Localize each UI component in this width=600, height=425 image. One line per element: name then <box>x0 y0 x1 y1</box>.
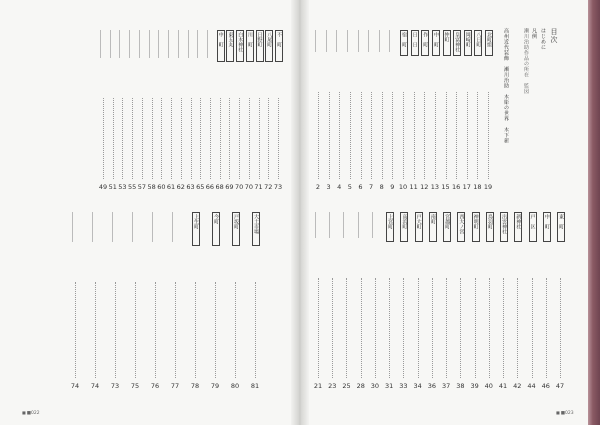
entry-line <box>188 30 189 58</box>
entry-line <box>197 30 198 58</box>
dot-leader <box>424 92 426 179</box>
dot-leader <box>532 278 534 378</box>
page-number: 6 <box>358 183 363 191</box>
entry-line <box>329 212 330 238</box>
entry-line <box>158 30 159 58</box>
page-number: 30 <box>370 382 380 390</box>
page-number: 34 <box>413 382 422 390</box>
page-number: 12 <box>420 183 429 191</box>
page-number: 62 <box>176 183 185 191</box>
dot-leader <box>346 278 348 378</box>
entry-title-box: 今町 <box>212 212 220 246</box>
dot-leader <box>477 92 479 179</box>
dot-leader <box>115 282 117 378</box>
entry-line <box>92 212 93 242</box>
page-number: 11 <box>409 183 418 191</box>
entry-title-box: 大土市場 <box>252 212 260 246</box>
page-number: 63 <box>186 183 195 191</box>
page-number: 79 <box>210 382 220 390</box>
dot-leader <box>392 92 394 179</box>
entry-title-box: 東五丸 <box>226 30 234 62</box>
dot-leader <box>191 98 193 179</box>
entry-line <box>112 212 113 242</box>
entry-title-box: 新神社 <box>514 212 522 242</box>
dot-leader <box>460 278 462 378</box>
page-number: 39 <box>470 382 479 390</box>
dot-leader <box>403 92 405 179</box>
author-line: 瀬川治助作品の所在 監図 <box>523 28 529 94</box>
entry-line <box>336 30 337 52</box>
page-number: 74 <box>90 382 100 390</box>
entry-title-box: 戸 区 <box>529 212 537 242</box>
dot-leader <box>467 92 469 179</box>
entry-title-box: 作 町 <box>421 30 429 56</box>
dot-leader <box>414 92 416 179</box>
entry-title-box: 中 町 <box>432 30 440 56</box>
dot-leader <box>229 98 231 179</box>
page-number: 7 <box>369 183 374 191</box>
page-number: 38 <box>456 382 465 390</box>
page-number: 10 <box>398 183 408 191</box>
page-number: 40 <box>484 382 493 390</box>
right-folio: ■ ■023 <box>556 410 574 416</box>
page-number: 61 <box>166 183 176 191</box>
book-spine <box>291 0 309 425</box>
dot-leader <box>132 98 134 179</box>
page-number: 73 <box>273 183 283 191</box>
dot-leader <box>446 92 448 179</box>
entry-line <box>347 30 348 52</box>
page-number: 70 <box>234 183 244 191</box>
entry-line <box>315 212 316 238</box>
dot-leader <box>155 282 157 378</box>
entry-line <box>315 30 316 52</box>
cover-edge <box>588 0 600 425</box>
entry-line <box>152 212 153 242</box>
dot-leader <box>171 98 173 179</box>
page-number: 33 <box>399 382 408 390</box>
page-number: 68 <box>215 183 224 191</box>
dot-leader <box>456 92 458 179</box>
dot-leader <box>371 92 373 179</box>
dot-leader <box>546 278 548 378</box>
dot-leader <box>255 282 257 378</box>
page-number: 53 <box>118 183 127 191</box>
entry-line <box>372 212 373 238</box>
entry-line <box>119 30 120 58</box>
page-number: 77 <box>170 382 180 390</box>
dot-leader <box>175 282 177 378</box>
dot-leader <box>361 278 363 378</box>
page-number: 76 <box>150 382 160 390</box>
dot-leader <box>389 278 391 378</box>
page-number: 36 <box>427 382 437 390</box>
page-number: 75 <box>130 382 140 390</box>
dot-leader <box>503 278 505 378</box>
dot-leader <box>142 98 144 179</box>
dot-leader <box>432 278 434 378</box>
dot-leader <box>210 98 212 179</box>
dot-leader <box>200 98 202 179</box>
page-number: 74 <box>70 382 80 390</box>
dot-leader <box>488 92 490 179</box>
page-number: 66 <box>205 183 215 191</box>
dot-leader <box>517 278 519 378</box>
page-number: 2 <box>315 183 321 191</box>
dot-leader <box>249 98 251 179</box>
dot-leader <box>318 92 320 179</box>
dot-leader <box>446 278 448 378</box>
page-number: 13 <box>430 183 440 191</box>
entry-title-box: 中 町 <box>217 30 225 62</box>
entry-line <box>368 30 369 52</box>
page-number: 60 <box>157 183 166 191</box>
entry-line <box>139 30 140 58</box>
dot-leader <box>152 98 154 179</box>
entry-line <box>207 30 208 58</box>
intro-entry: はじめに <box>540 28 546 50</box>
entry-line <box>100 30 101 58</box>
page-number: 57 <box>137 183 147 191</box>
entry-title-box: 八日町 <box>474 30 482 56</box>
entry-title-box: 中 町 <box>543 212 551 242</box>
entry-title-box: 八尾町 <box>265 30 273 62</box>
dot-leader <box>339 92 341 179</box>
page-number: 8 <box>379 183 384 191</box>
toc-heading: 目次 <box>550 28 558 44</box>
page-number: 70 <box>244 183 253 191</box>
page-number: 9 <box>390 183 395 191</box>
entry-title-box: 日野町 <box>256 30 264 62</box>
dot-leader <box>239 98 241 179</box>
page-number: 69 <box>225 183 234 191</box>
page-number: 19 <box>483 183 493 191</box>
dot-leader <box>161 98 163 179</box>
dot-leader <box>375 278 377 378</box>
dot-leader <box>489 278 491 378</box>
page-number: 81 <box>250 382 260 390</box>
entry-line <box>389 30 390 52</box>
page-number: 21 <box>313 382 323 390</box>
entry-line <box>72 212 73 242</box>
entry-line <box>326 30 327 52</box>
dot-leader <box>403 278 405 378</box>
dot-leader <box>235 282 237 378</box>
entry-line <box>168 30 169 58</box>
page-number: 73 <box>110 382 120 390</box>
entry-title-box: 宿 町 <box>400 30 408 56</box>
page-number: 17 <box>462 183 471 191</box>
dot-leader <box>95 282 97 378</box>
left-folio: ■ ■022 <box>22 410 40 416</box>
page-number: 80 <box>230 382 240 390</box>
page-number: 25 <box>342 382 351 390</box>
page-number: 23 <box>328 382 337 390</box>
entry-title-box: 日 日 <box>411 30 419 56</box>
page-number: 65 <box>196 183 205 191</box>
entry-line <box>358 212 359 238</box>
dot-leader <box>75 282 77 378</box>
entry-title-box: 岡崎町 <box>464 30 472 56</box>
entry-title-box: 仲町 <box>443 30 451 56</box>
page-number: 47 <box>555 382 565 390</box>
page-number: 37 <box>441 382 451 390</box>
page-number: 58 <box>147 183 156 191</box>
entry-title-box: 鳥羽町 <box>486 212 494 242</box>
entry-title-box: 川 町 <box>246 30 254 62</box>
page-number: 5 <box>347 183 352 191</box>
entry-line <box>110 30 111 58</box>
dot-leader <box>418 278 420 378</box>
dot-leader <box>332 278 334 378</box>
entry-title-box: 神明町 <box>472 212 480 242</box>
dot-leader <box>350 92 352 179</box>
entry-title-box: 不 町 <box>275 30 283 62</box>
dot-leader <box>181 98 183 179</box>
entry-title-box: 皇富神社 <box>453 30 461 56</box>
entry-title-box: 東 町 <box>557 212 565 242</box>
dot-leader <box>215 282 217 378</box>
page-number: 46 <box>541 382 550 390</box>
entry-title-box: 北町組 <box>485 30 493 56</box>
dot-leader <box>268 98 270 179</box>
page-number: 41 <box>498 382 508 390</box>
subtitle-line: 高州近代装飾 瀬川治助 木彫の世界 木下新 <box>503 28 509 144</box>
dot-leader <box>278 98 280 179</box>
dot-leader <box>122 98 124 179</box>
page-number: 31 <box>385 382 394 390</box>
page-number: 15 <box>441 183 450 191</box>
entry-title-box: 出雲神社 <box>500 212 508 242</box>
entry-title-box: 西大ノ宮 <box>457 212 465 242</box>
entry-title-box: 高浜町 <box>400 212 408 242</box>
page-number: 16 <box>451 183 461 191</box>
dot-leader <box>195 282 197 378</box>
page-number: 3 <box>326 183 331 191</box>
dot-leader <box>259 98 261 179</box>
dot-leader <box>318 278 320 378</box>
left-page <box>0 0 292 425</box>
page-number: 42 <box>513 382 522 390</box>
dot-leader <box>220 98 222 179</box>
entry-line <box>358 30 359 52</box>
entry-title-box: 南町 <box>429 212 437 242</box>
dot-leader <box>475 278 477 378</box>
dot-leader <box>361 92 363 179</box>
entry-line <box>343 212 344 238</box>
dot-leader <box>560 278 562 378</box>
page-number: 55 <box>128 183 137 191</box>
entry-title-box: 上生町 <box>192 212 200 246</box>
entry-title-box: 戸坂町 <box>232 212 240 246</box>
dot-leader <box>103 98 105 179</box>
entry-line <box>132 212 133 242</box>
dot-leader <box>382 92 384 179</box>
page-number: 71 <box>254 183 263 191</box>
entry-title-box: 宮越町 <box>443 212 451 242</box>
dot-leader <box>113 98 115 179</box>
page-number: 28 <box>356 382 365 390</box>
entry-title-box: 白木神社 <box>236 30 244 62</box>
entry-line <box>129 30 130 58</box>
page-number: 49 <box>98 183 108 191</box>
page-number: 44 <box>527 382 536 390</box>
dot-leader <box>135 282 137 378</box>
entry-line <box>178 30 179 58</box>
notes-entry: 凡例 <box>531 28 537 39</box>
page-number: 78 <box>190 382 200 390</box>
page-number: 18 <box>473 183 482 191</box>
entry-title-box: 戸大町 <box>415 212 423 242</box>
page-number: 51 <box>108 183 117 191</box>
dot-leader <box>435 92 437 179</box>
page-number: 4 <box>337 183 342 191</box>
entry-line <box>149 30 150 58</box>
entry-title-box: 上宮町 <box>386 212 394 242</box>
page-number: 72 <box>264 183 273 191</box>
entry-line <box>172 212 173 242</box>
dot-leader <box>329 92 331 179</box>
entry-line <box>379 30 380 52</box>
